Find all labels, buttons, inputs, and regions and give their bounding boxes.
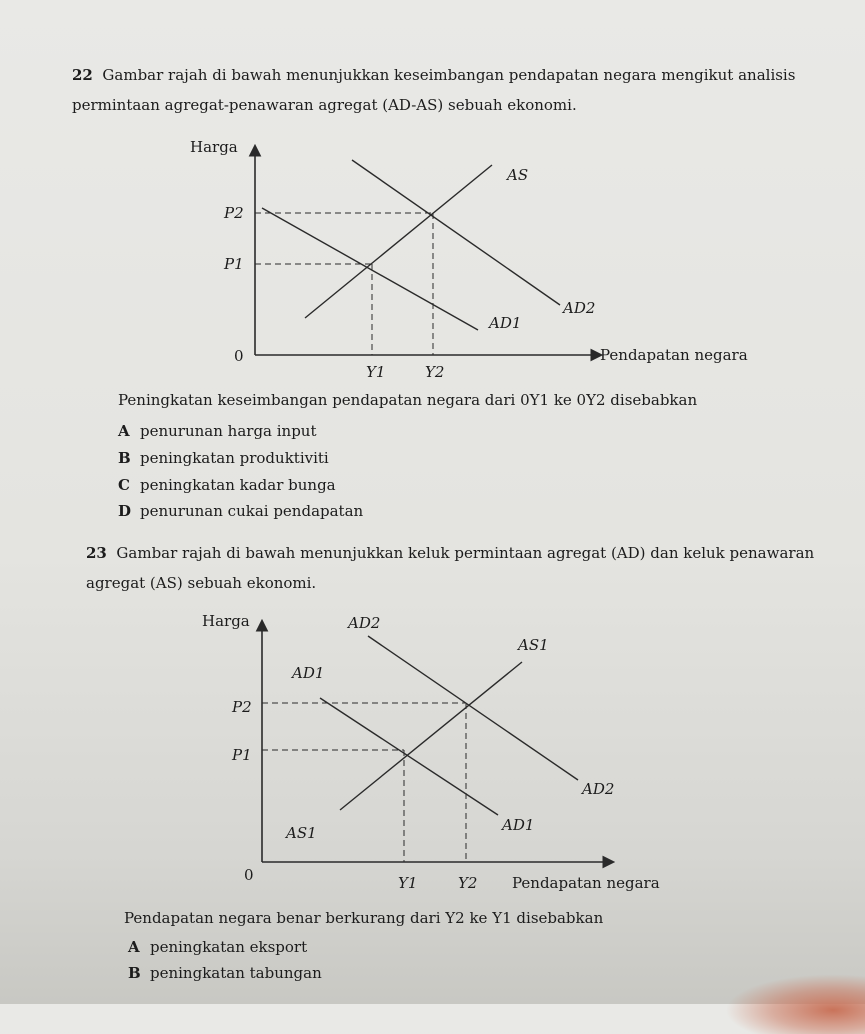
q22-option-a-letter: A [118, 422, 130, 440]
q22-ad2-label: AD2 [563, 299, 596, 317]
q23-y-axis-label: Harga [202, 612, 250, 630]
q23-ad2-curve [368, 636, 578, 780]
q23-p2-label: P2 [232, 698, 252, 716]
q23-stem-line2: agregat (AS) sebuah ekonomi. [86, 574, 317, 592]
q23-p1-label: P1 [232, 746, 252, 764]
q22-option-d-text: penurunan cukai pendapatan [140, 502, 364, 520]
q22-ad1-curve [262, 208, 478, 330]
q23-as1-top-label: AS1 [518, 636, 549, 654]
q22-option-b-letter: B [118, 449, 131, 467]
q23-option-a-text: peningkatan eksport [150, 938, 308, 956]
q23-option-b-letter: B [128, 964, 141, 982]
q23-ad1-curve [320, 698, 498, 815]
q22-p1-label: P1 [224, 255, 244, 273]
q22-p2-label: P2 [224, 204, 244, 222]
q22-option-d[interactable] [118, 502, 363, 520]
q22-option-b[interactable] [118, 449, 329, 467]
q22-option-c-text: peningkatan kadar bunga [140, 476, 336, 494]
q23-ad1-top-label: AD1 [292, 664, 325, 682]
q22-stem-line2: permintaan agregat-penawaran agregat (AD-AS) sebuah ekonomi. [72, 96, 577, 114]
q23-number: 23 [86, 544, 107, 562]
q23-origin-label: 0 [244, 866, 254, 884]
q23-as1-bottom-label: AS1 [286, 824, 317, 842]
q23-x-axis-label: Pendapatan negara [512, 874, 660, 892]
q22-number: 22 [72, 66, 93, 84]
q22-y-axis-label: Harga [190, 138, 238, 156]
q22-ad1-label: AD1 [489, 314, 522, 332]
q23-ad2-top-label: AD2 [348, 614, 381, 632]
q22-option-d-letter: D [118, 502, 132, 520]
q23-option-a-letter: A [128, 938, 140, 956]
q23-option-b[interactable] [128, 964, 322, 982]
q23-as1-curve [340, 662, 522, 810]
q22-option-c[interactable] [118, 476, 336, 494]
q23-stem-line1 [86, 544, 814, 562]
q23-option-a[interactable] [128, 938, 307, 956]
q23-y1-label: Y1 [398, 874, 418, 892]
q22-as-label: AS [507, 166, 529, 184]
q22-x-axis-label: Pendapatan negara [600, 346, 748, 364]
q22-y2-label: Y2 [425, 363, 445, 381]
q22-option-c-letter: C [118, 476, 130, 494]
q22-option-a[interactable] [118, 422, 317, 440]
q22-option-b-text: peningkatan produktiviti [140, 449, 329, 467]
q23-ad2-bottom-label: AD2 [582, 780, 615, 798]
q22-question: Peningkatan keseimbangan pendapatan negara dari 0Y1 ke 0Y2 disebabkan [118, 391, 698, 409]
finger-shadow [725, 974, 865, 1034]
q22-stem-text1: Gambar rajah di bawah menunjukkan keseimbangan pendapatan negara mengikut analisis [102, 66, 796, 84]
q22-ad2-curve [352, 160, 560, 305]
q22-option-a-text: penurunan harga input [140, 422, 317, 440]
q22-y1-label: Y1 [366, 363, 386, 381]
q23-stem-text1: Gambar rajah di bawah menunjukkan keluk permintaan agregat (AD) dan keluk penawaran [116, 544, 815, 562]
q23-question: Pendapatan negara benar berkurang dari Y2 ke Y1 disebabkan [124, 909, 604, 927]
q23-y2-label: Y2 [458, 874, 478, 892]
q22-origin-label: 0 [234, 347, 244, 365]
q23-ad1-bottom-label: AD1 [502, 816, 535, 834]
q23-option-b-text: peningkatan tabungan [150, 964, 322, 982]
q22-as-curve [305, 165, 492, 318]
